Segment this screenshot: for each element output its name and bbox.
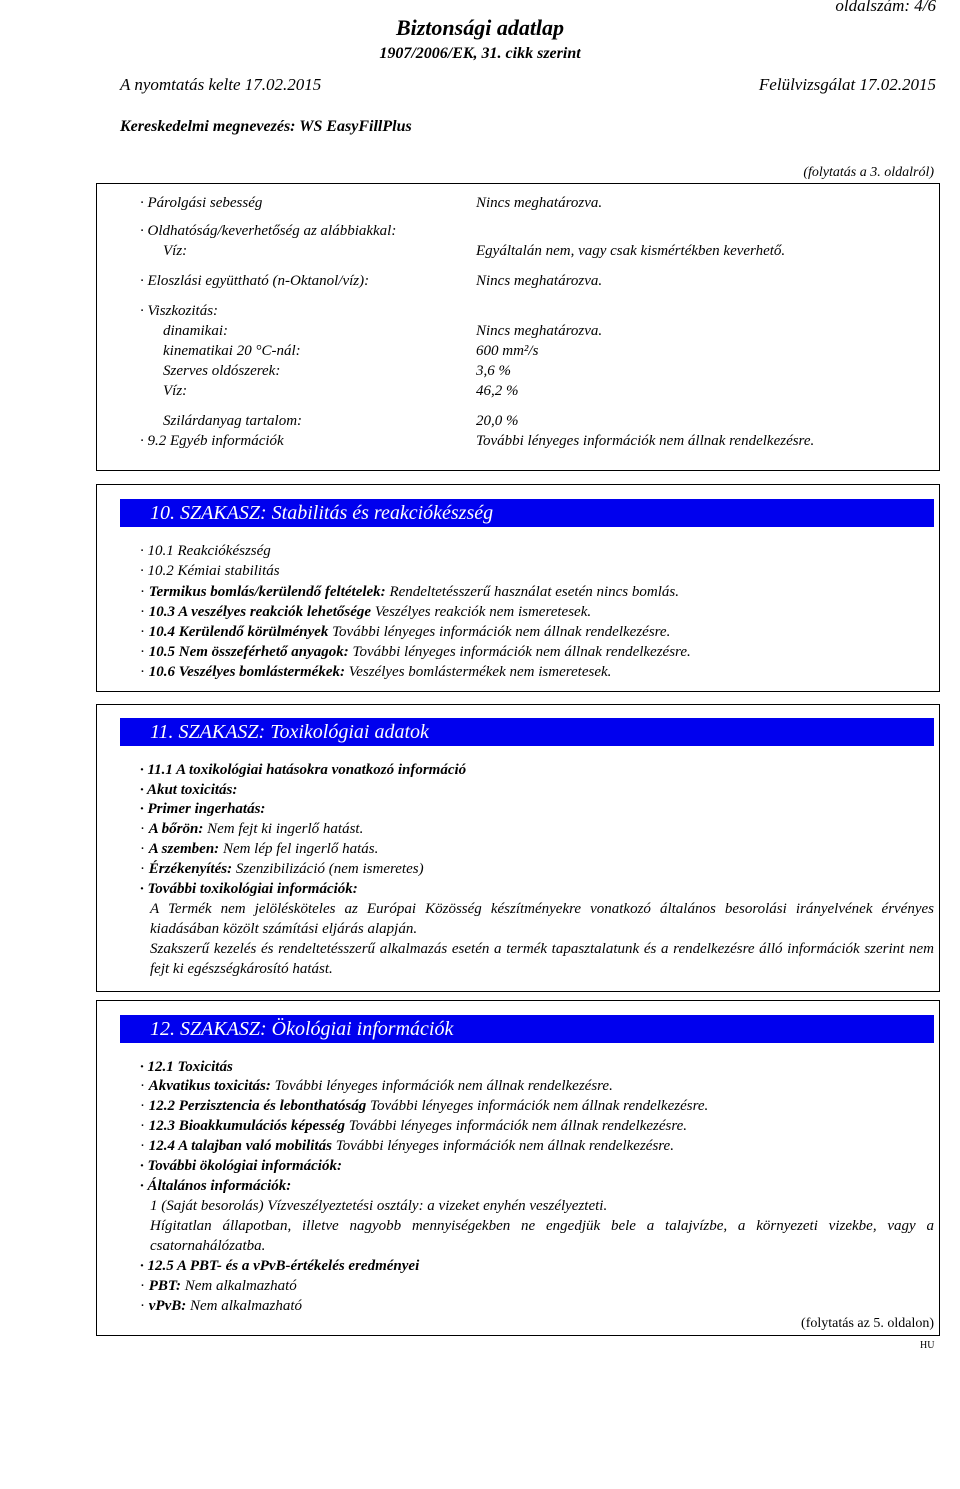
page-number: oldalszám: 4/6 [835, 0, 936, 15]
s11-paragraph-2: Szakszerű kezelés és rendeltetésszerű alkalmazás esetén a termék tapasztalatunk és a rendelkezésre álló információk szerint nem fejt ki egészségkárosító hatást. [150, 941, 934, 977]
s12-water-hazard-class: 1 (Saját besorolás) Vízveszélyeztetési osztály: a vizeket enyhén veszélyezteti. [150, 1198, 608, 1214]
kinematic-value: 600 mm²/s [476, 343, 539, 359]
s12-pbt: · PBT: Nem alkalmazható [140, 1278, 297, 1294]
partition-label: · Eloszlási együttható (n-Oktanol/víz): [140, 273, 370, 289]
trade-name: Kereskedelmi megnevezés: WS EasyFillPlus [120, 118, 412, 135]
solids-value: 20,0 % [476, 413, 519, 429]
section-11-heading: 11. SZAKASZ: Toxikológiai adatok [120, 718, 934, 746]
s10-incompatible: · 10.5 Nem összeférhető anyagok: További lényeges információk nem állnak rendelkezésre. [140, 644, 691, 660]
s12-general-info: · Általános információk: [140, 1178, 292, 1194]
s11-primary-irritation: · Primer ingerhatás: [140, 801, 266, 817]
document-title: Biztonsági adatlap [395, 15, 565, 40]
water-content-value: 46,2 % [476, 383, 519, 399]
s12-persistence: · 12.2 Perzisztencia és lebonthatóság További lényeges információk nem állnak rendelkezésre. [140, 1098, 709, 1114]
kinematic-label: kinematikai 20 °C-nál: [163, 343, 301, 359]
s12-pbt-assessment: · 12.5 A PBT- és a vPvB-értékelés eredményei [140, 1258, 420, 1274]
s12-toxicity: · 12.1 Toxicitás [140, 1059, 233, 1075]
solids-label: Szilárdanyag tartalom: [163, 413, 303, 429]
s11-skin: · A bőrön: Nem fejt ki ingerlő hatást. [140, 821, 364, 837]
solubility-label: · Oldhatóság/keverhetőség az alábbiakkal: [140, 223, 397, 239]
section-12-heading: 12. SZAKASZ: Ökológiai információk [120, 1015, 934, 1043]
s10-stability: · 10.2 Kémiai stabilitás [140, 563, 280, 579]
water-label: Víz: [163, 243, 188, 259]
other-info-value: További lényeges információk nem állnak rendelkezésre. [476, 433, 815, 449]
s11-toxicological-info: · 11.1 A toxikológiai hatásokra vonatkozó információ [140, 762, 467, 778]
continued-to: (folytatás az 5. oldalon) [801, 1316, 934, 1331]
s10-hazardous-reactions: · 10.3 A veszélyes reakciók lehetősége Veszélyes reakciók nem ismeretesek. [140, 604, 592, 620]
dynamic-value: Nincs meghatározva. [476, 323, 603, 339]
s12-vpvb: · vPvB: Nem alkalmazható [140, 1298, 303, 1314]
s12-additional-eco-info: · További ökológiai információk: [140, 1158, 342, 1174]
organic-solvents-value: 3,6 % [476, 363, 511, 379]
s11-paragraph-1: A Termék nem jelölésköteles az Európai Közösség készítményekre vonatkozó általános besorolási irányelvének érvényes kiadásában közölt számítási eljárás alapján. [150, 901, 934, 937]
s10-reactivity: · 10.1 Reakciókészség [140, 543, 271, 559]
language-code: HU [920, 1340, 935, 1351]
dynamic-label: dinamikai: [163, 323, 228, 339]
s10-thermal: · Termikus bomlás/kerülendő feltételek: Rendeltetésszerű használat esetén nincs bomlás. [140, 584, 679, 600]
s12-paragraph-2: Hígitatlan állapotban, illetve nagyobb mennyiségekben ne engedjük bele a talajvízbe, a környezeti vizekbe, vagy a csatornahálózatba. [150, 1218, 934, 1254]
s11-eyes: · A szemben: Nem lép fel ingerlő hatás. [140, 841, 379, 857]
evaporation-label: · Párolgási sebesség [140, 195, 263, 211]
document-subtitle: 1907/2006/EK, 31. cikk szerint [379, 45, 581, 62]
viscosity-label: · Viszkozitás: [140, 303, 219, 319]
s12-aquatic-toxicity: · Akvatikus toxicitás: További lényeges információk nem állnak rendelkezésre. [140, 1078, 613, 1094]
print-date: A nyomtatás kelte 17.02.2015 [120, 75, 322, 94]
organic-solvents-label: Szerves oldószerek: [163, 363, 281, 379]
s11-acute-toxicity: · Akut toxicitás: [140, 782, 238, 798]
partition-value: Nincs meghatározva. [476, 273, 603, 289]
s12-bioaccumulation: · 12.3 Bioakkumulációs képesség További lényeges információk nem állnak rendelkezésre. [140, 1118, 688, 1134]
s11-sensitisation: · Érzékenyítés: Szenzibilizáció (nem ismeretes) [140, 861, 424, 877]
s11-additional-info: · További toxikológiai információk: [140, 881, 358, 897]
s12-mobility: · 12.4 A talajban való mobilitás További lényeges információk nem állnak rendelkezésre. [140, 1138, 674, 1154]
s10-decomposition-products: · 10.6 Veszélyes bomlástermékek: Veszélyes bomlástermékek nem ismeretesek. [140, 664, 612, 680]
continued-from: (folytatás a 3. oldalról) [803, 165, 934, 180]
s10-conditions-to-avoid: · 10.4 Kerülendő körülmények További lényeges információk nem állnak rendelkezésre. [140, 624, 671, 640]
water-value: Egyáltalán nem, vagy csak kismértékben keverhető. [476, 243, 786, 259]
section-10-heading: 10. SZAKASZ: Stabilitás és reakciókészség [120, 499, 934, 527]
water-content-label: Víz: [163, 383, 188, 399]
other-info-label: · 9.2 Egyéb információk [140, 433, 284, 449]
revision-date: Felülvizsgálat 17.02.2015 [758, 75, 936, 94]
evaporation-value: Nincs meghatározva. [476, 195, 603, 211]
